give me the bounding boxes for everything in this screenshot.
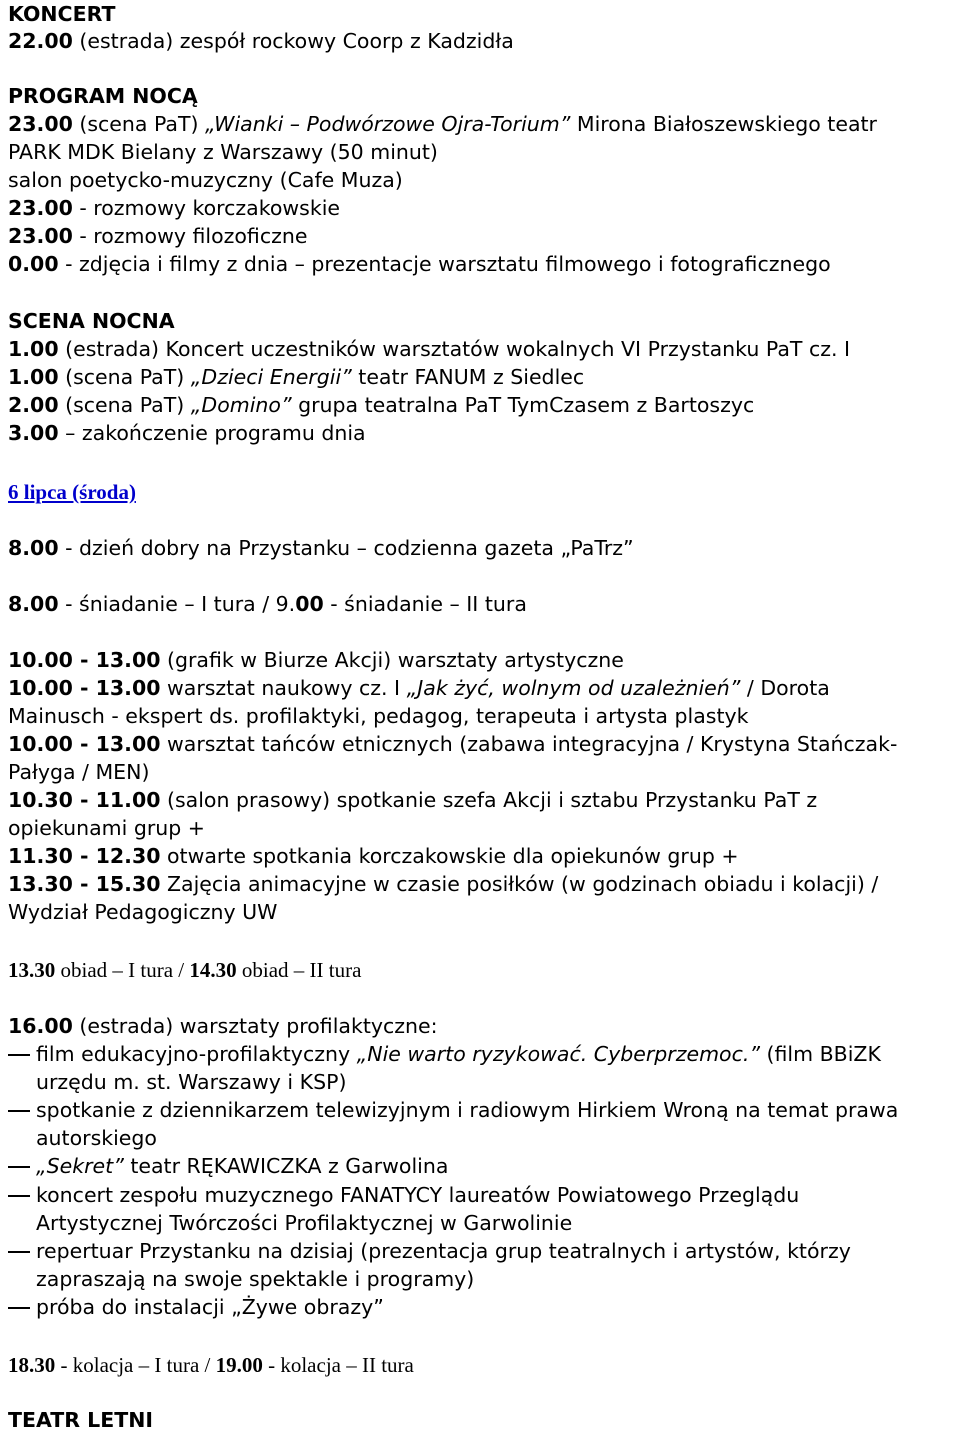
list-item: film edukacyjno-profilaktyczny „Nie warto ryzykować. Cyberprzemoc.” (film BBiZK xyxy=(36,1042,881,1066)
list-item-continuation: autorskiego xyxy=(36,1126,157,1150)
schedule-entry-continuation: opiekunami grup + xyxy=(8,816,205,840)
schedule-entry: 3.00 – zakończenie programu dnia xyxy=(8,421,366,445)
dash-bullet-icon xyxy=(8,1096,30,1124)
dash-bullet-icon xyxy=(8,1181,30,1209)
schedule-entry: 8.00 - śniadanie – I tura / 9.00 - śniadanie – II tura xyxy=(8,592,527,616)
schedule-entry: 13.30 - 15.30 Zajęcia animacyjne w czasie posiłków (w godzinach obiadu i kolacji) / xyxy=(8,872,879,896)
day-link[interactable]: 6 lipca (środa) xyxy=(8,480,136,504)
section-heading-program-noca: PROGRAM NOCĄ xyxy=(8,84,198,108)
dash-bullet-icon xyxy=(8,1237,30,1265)
list-item: próba do instalacji „Żywe obrazy” xyxy=(36,1295,384,1319)
section-heading-koncert: KONCERT xyxy=(8,2,116,26)
schedule-entry: 16.00 (estrada) warsztaty profilaktyczne: xyxy=(8,1014,438,1038)
list-item: „Sekret” teatr RĘKAWICZKA z Garwolina xyxy=(36,1154,449,1178)
schedule-entry-continuation: Wydział Pedagogiczny UW xyxy=(8,900,278,924)
schedule-entry: 8.00 - dzień dobry na Przystanku – codzienna gazeta „PaTrz” xyxy=(8,536,634,560)
dash-bullet-icon xyxy=(8,1040,30,1068)
section-heading-teatr-letni: TEATR LETNI xyxy=(8,1408,154,1432)
list-item-continuation: urzędu m. st. Warszawy i KSP) xyxy=(36,1070,347,1094)
schedule-entry: 1.00 (scena PaT) „Dzieci Energii” teatr FANUM z Siedlec xyxy=(8,365,585,389)
schedule-entry: 22.00 (estrada) zespół rockowy Coorp z Kadzidła xyxy=(8,29,514,53)
dash-bullet-icon xyxy=(8,1152,30,1180)
list-item: spotkanie z dziennikarzem telewizyjnym i radiowym Hirkiem Wroną na temat prawa xyxy=(36,1098,899,1122)
schedule-entry-continuation: Pałyga / MEN) xyxy=(8,760,150,784)
schedule-entry-continuation: Mainusch - ekspert ds. profilaktyki, pedagog, terapeuta i artysta plastyk xyxy=(8,704,749,728)
schedule-entry: 1.00 (estrada) Koncert uczestników warsztatów wokalnych VI Przystanku PaT cz. I xyxy=(8,337,851,361)
schedule-entry-continuation: PARK MDK Bielany z Warszawy (50 minut) xyxy=(8,140,438,164)
schedule-entry: 0.00 - zdjęcia i filmy z dnia – prezentacje warsztatu filmowego i fotograficznego xyxy=(8,252,831,276)
schedule-entry: 10.00 - 13.00 warsztat tańców etnicznych (zabawa integracyjna / Krystyna Stańczak- xyxy=(8,732,898,756)
schedule-entry: 23.00 (scena PaT) „Wianki – Podwórzowe Ojra-Torium” Mirona Białoszewskiego teatr xyxy=(8,112,877,136)
schedule-entry: salon poetycko-muzyczny (Cafe Muza) xyxy=(8,168,403,192)
schedule-entry: 10.00 - 13.00 (grafik w Biurze Akcji) warsztaty artystyczne xyxy=(8,648,624,672)
list-item: koncert zespołu muzycznego FANATYCY laureatów Powiatowego Przeglądu xyxy=(36,1183,800,1207)
list-item-continuation: Artystycznej Twórczości Profilaktycznej w Garwolinie xyxy=(36,1211,573,1235)
list-item: repertuar Przystanku na dzisiaj (prezentacja grup teatralnych i artystów, którzy xyxy=(36,1239,851,1263)
schedule-entry: 23.00 - rozmowy korczakowskie xyxy=(8,196,341,220)
dash-bullet-icon xyxy=(8,1293,30,1321)
schedule-entry: 11.30 - 12.30 otwarte spotkania korczakowskie dla opiekunów grup + xyxy=(8,844,739,868)
list-item-continuation: zapraszają na swoje spektakle i programy) xyxy=(36,1267,475,1291)
schedule-entry-meal: 13.30 obiad – I tura / 14.30 obiad – II tura xyxy=(8,958,362,982)
schedule-entry: 10.00 - 13.00 warsztat naukowy cz. I „Jak żyć, wolnym od uzależnień” / Dorota xyxy=(8,676,830,700)
schedule-entry-meal: 18.30 - kolacja – I tura / 19.00 - kolacja – II tura xyxy=(8,1353,414,1377)
section-heading-scena-nocna: SCENA NOCNA xyxy=(8,309,175,333)
schedule-entry: 23.00 - rozmowy filozoficzne xyxy=(8,224,308,248)
schedule-entry: 2.00 (scena PaT) „Domino” grupa teatralna PaT TymCzasem z Bartoszyc xyxy=(8,393,755,417)
schedule-entry: 10.30 - 11.00 (salon prasowy) spotkanie szefa Akcji i sztabu Przystanku PaT z xyxy=(8,788,818,812)
